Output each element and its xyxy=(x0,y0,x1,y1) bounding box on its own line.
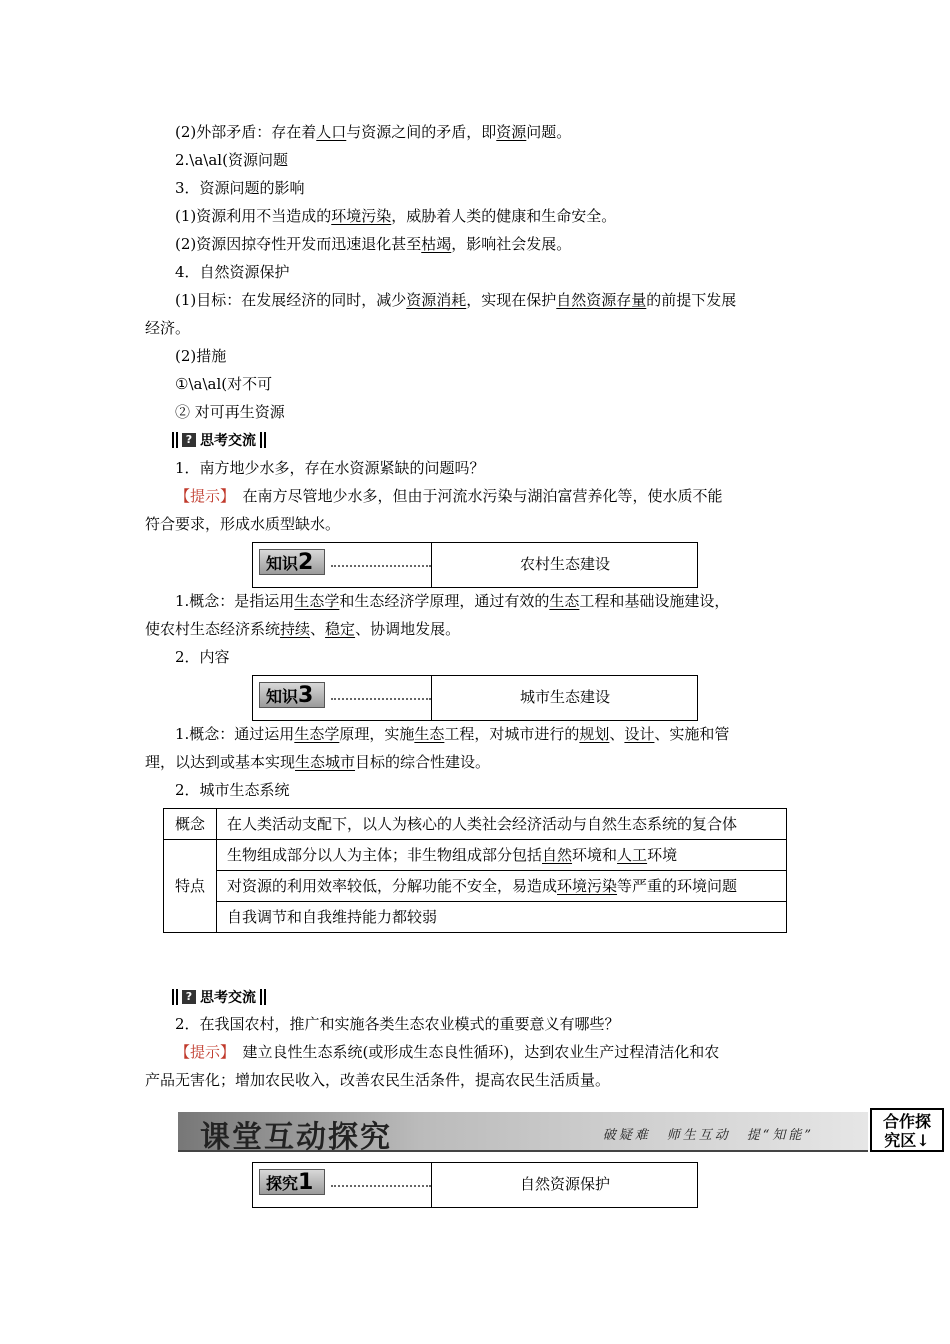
table-cell-feature-2: 对资源的利用效率较低，分解功能不安全，易造成环境污染等严重的环境问题 xyxy=(217,871,787,902)
hint-label: 【提示】 xyxy=(175,487,228,505)
table-cell-feature-3: 自我调节和自我维持能力都较弱 xyxy=(217,902,787,933)
question-2: 2．在我国农村，推广和实施各类生态农业模式的重要意义有哪些？ xyxy=(175,1015,620,1033)
table-row xyxy=(164,871,787,902)
paragraph-goal-cont: 经济。 xyxy=(145,319,191,337)
blank-answer: 稳定 xyxy=(325,620,356,638)
think-exchange-label: ? 思考交流 xyxy=(172,430,268,450)
hint-1: 【提示】 在南方尽管地少水多，但由于河流水污染与湖泊富营养化等，使水质不能 xyxy=(175,487,723,505)
blank-answer: 生态 xyxy=(549,592,580,610)
knowledge-title: 城市生态建设 xyxy=(519,688,610,706)
paragraph-impact-1: (1)资源利用不当造成的环境污染，威胁着人类的健康和生命安全。 xyxy=(175,207,617,225)
blank-answer: 生态学 xyxy=(294,725,340,743)
knowledge-tag: 知识2 xyxy=(259,549,325,575)
table-header-features: 特点 xyxy=(164,840,217,933)
paragraph-impact-2: (2)资源因掠夺性开发而迅速退化甚至枯竭，影响社会发展。 xyxy=(175,235,572,253)
blank-answer: 生态 xyxy=(414,725,445,743)
rural-concept: 1.概念：是指运用生态学和生态经济学原理，通过有效的生态工程和基础设施建设， xyxy=(175,592,730,610)
rural-content-heading: 2．内容 xyxy=(175,648,230,666)
heading-resource-protection: 4．自然资源保护 xyxy=(175,263,290,281)
hint-2: 【提示】 建立良性生态系统(或形成生态良性循环)，达到农业生产过程清洁化和农 xyxy=(175,1043,720,1061)
blank-answer: 设计 xyxy=(624,725,655,743)
hint-label: 【提示】 xyxy=(175,1043,228,1061)
explore-tag: 探究1 xyxy=(259,1169,325,1195)
rural-concept-cont: 使农村生态经济系统持续、稳定、协调地发展。 xyxy=(145,620,461,638)
section-banner xyxy=(178,1112,868,1155)
table-cell-feature-1: 生物组成部分以人为主体；非生物组成部分包括自然环境和人工环境 xyxy=(217,840,787,871)
blank-answer: 环境污染 xyxy=(331,207,392,225)
hint-1-cont: 符合要求，形成水质型缺水。 xyxy=(145,515,341,533)
blank-answer: 生态学 xyxy=(294,592,340,610)
question-icon: ? xyxy=(182,433,196,447)
paragraph-external-contradiction: (2)外部矛盾：存在着人口与资源之间的矛盾，即资源问题。 xyxy=(175,123,572,141)
banner-title: 课堂互动探究 xyxy=(200,1120,392,1155)
knowledge-3-box xyxy=(252,675,698,721)
city-ecosystem-table xyxy=(163,808,787,933)
cooperation-area-label: 合作探 究区↓ xyxy=(870,1108,944,1152)
question-icon: ? xyxy=(182,990,196,1004)
blank-answer: 资源消耗 xyxy=(406,291,467,309)
blank-answer: 人口 xyxy=(316,123,347,141)
explore-title: 自然资源保护 xyxy=(519,1175,610,1193)
city-concept-cont: 理，以达到或基本实现生态城市目标的综合性建设。 xyxy=(145,753,491,771)
blank-answer: 自然 xyxy=(542,846,573,864)
table-row xyxy=(164,809,787,840)
heading-resource-problem: 2.\a\al(资源问题 xyxy=(175,151,288,169)
measure-1: ①\a\al(对不可 xyxy=(175,375,273,393)
heading-measures: (2)措施 xyxy=(175,347,227,365)
table-row xyxy=(164,840,787,871)
blank-answer: 生态城市 xyxy=(295,753,356,771)
blank-answer: 枯竭 xyxy=(421,235,452,253)
heading-resource-impact: 3．资源问题的影响 xyxy=(175,179,305,197)
table-cell-concept: 在人类活动支配下，以人为核心的人类社会经济活动与自然生态系统的复合体 xyxy=(217,809,787,840)
knowledge-title: 农村生态建设 xyxy=(519,555,610,573)
knowledge-tag: 知识3 xyxy=(259,682,325,708)
knowledge-2-box xyxy=(252,542,698,588)
question-1: 1．南方地少水多，存在水资源紧缺的问题吗？ xyxy=(175,459,485,477)
paragraph-goal: (1)目标：在发展经济的同时，减少资源消耗，实现在保护自然资源存量的前提下发展 xyxy=(175,291,737,309)
blank-answer: 环境污染 xyxy=(557,877,618,895)
measure-2: ② 对可再生资源 xyxy=(175,403,285,421)
blank-answer: 资源 xyxy=(496,123,527,141)
table-header-concept: 概念 xyxy=(164,809,217,840)
blank-answer: 自然资源存量 xyxy=(556,291,647,309)
explore-1-box xyxy=(252,1162,698,1208)
city-system-heading: 2．城市生态系统 xyxy=(175,781,290,799)
city-concept: 1.概念：通过运用生态学原理，实施生态工程，对城市进行的规划、设计、实施和管 xyxy=(175,725,730,743)
table-row xyxy=(164,902,787,933)
blank-answer: 持续 xyxy=(280,620,311,638)
think-exchange-label: ? 思考交流 xyxy=(172,987,268,1007)
hint-2-cont: 产品无害化；增加农民收入，改善农民生活条件，提高农民生活质量。 xyxy=(145,1071,611,1089)
banner-subtitle: 破疑难 师生互动 提“知能” xyxy=(602,1128,814,1143)
blank-answer: 人工 xyxy=(617,846,648,864)
blank-answer: 规划 xyxy=(579,725,610,743)
